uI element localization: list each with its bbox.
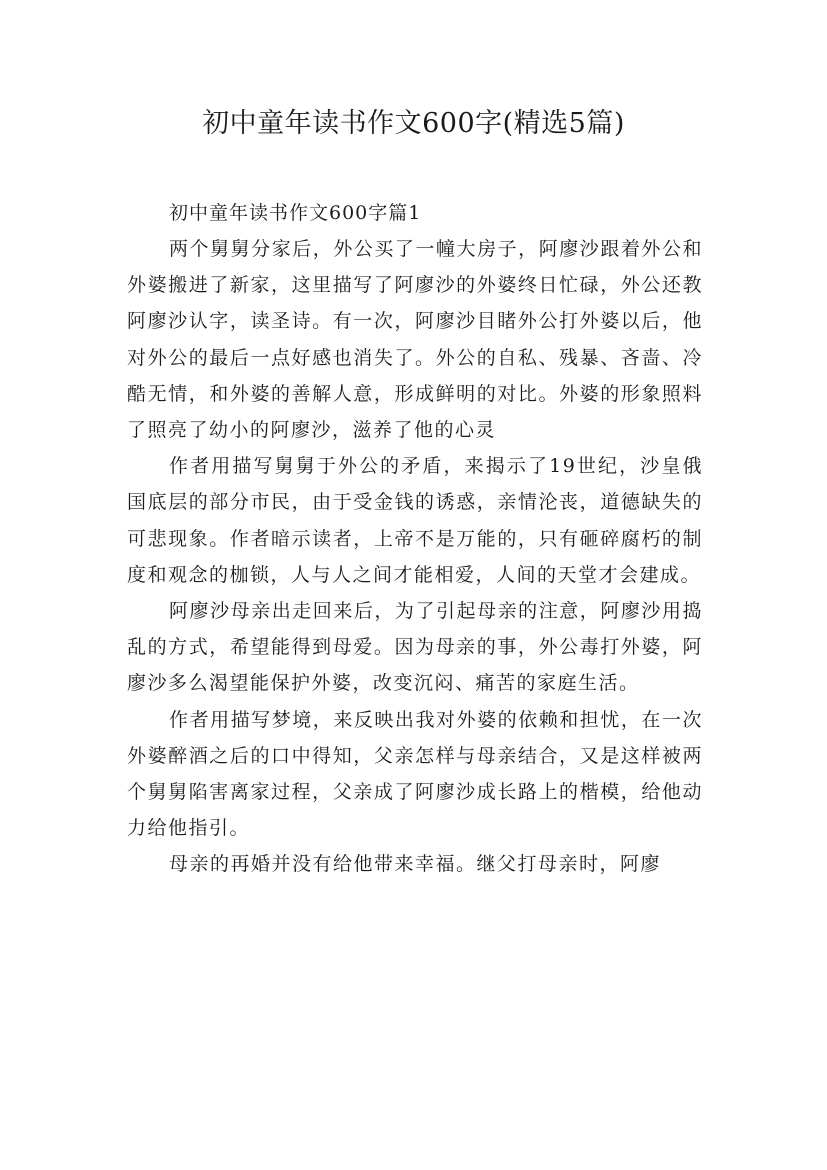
paragraph-2: 作者用描写舅舅于外公的矛盾，来揭示了19世纪，沙皇俄国底层的部分市民，由于受金钱的诱惑，亲情沦丧，道德缺失的可悲现象。作者暗示读者，上帝不是万能的，只有砸碎腐朽的制度和观念的枷锁，人与人之间才能相爱，人间的天堂才会建成。 <box>127 455 703 586</box>
section-heading: 初中童年读书作文600字篇1 <box>169 202 422 224</box>
paragraph-3: 阿廖沙母亲出走回来后，为了引起母亲的注意，阿廖沙用捣乱的方式，希望能得到母爱。因为母亲的事，外公毒打外婆，阿廖沙多么渴望能保护外婆，改变沉闷、痛苦的家庭生活。 <box>127 600 703 695</box>
document-body <box>127 195 703 883</box>
document-title: 初中童年读书作文600字(精选5篇) <box>202 108 625 139</box>
paragraph-1: 两个舅舅分家后，外公买了一幢大房子，阿廖沙跟着外公和外婆搬进了新家，这里描写了阿廖沙的外婆终日忙碌，外公还教阿廖沙认字，读圣诗。有一次，阿廖沙目睹外公打外婆以后，他对外公的最后一点好感也消失了。外公的自私、残暴、吝啬、冷酷无情，和外婆的善解人意，形成鲜明的对比。外婆的形象照料了照亮了幼小的阿廖沙，滋养了他的心灵 <box>127 238 703 442</box>
paragraph-4: 作者用描写梦境，来反映出我对外婆的依赖和担忧，在一次外婆醉酒之后的口中得知，父亲怎样与母亲结合，又是这样被两个舅舅陷害离家过程，父亲成了阿廖沙成长路上的楷模，给他动力给他指引。 <box>127 708 703 840</box>
paragraph-5: 母亲的再婚并没有给他带来幸福。继父打母亲时，阿廖 <box>169 853 662 876</box>
